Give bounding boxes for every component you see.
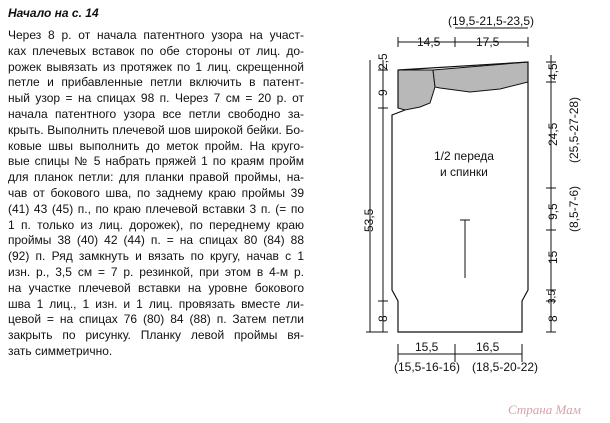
instruction-line: для планок петли: для планки правой проймы, на- xyxy=(8,170,304,185)
left-bottom-label: 8 xyxy=(376,315,390,322)
right-upper-label: 24,5 xyxy=(546,122,560,146)
bottom-left-label: 15,5 xyxy=(415,340,439,354)
instruction-line: петле и прибавленные петли включить в патент- xyxy=(8,75,304,90)
top-left-label: 14,5 xyxy=(417,35,441,49)
top-right-label: 17,5 xyxy=(476,35,500,49)
page-continuation-header: Начало на с. 14 xyxy=(8,6,99,20)
left-total-label: 53,5 xyxy=(362,208,376,232)
right-mid-label: 9,5 xyxy=(546,203,560,220)
instruction-line: закрыть по рисунку. Планку левой проймы вя- xyxy=(8,328,304,343)
instruction-line: начала патентного узора все петли свободно за- xyxy=(8,106,304,121)
right-shoulder-label: 4,5 xyxy=(546,63,560,80)
instruction-line: цевой = на спицах 76 (80) 84 (88) п. Затем петли xyxy=(8,312,304,327)
instruction-line: крыть. Выполнить плечевой шов широкой бейки. Бо- xyxy=(8,122,304,137)
instruction-line: шва 1 лиц., 1 изн. и 1 лиц. провязать вместе ли- xyxy=(8,296,304,311)
left-top-label: 2,5 xyxy=(376,53,390,70)
right-mid-alt-label: (8,5-7-6) xyxy=(567,185,581,232)
shoulder-inset-left xyxy=(398,70,435,110)
instruction-line: вые спицы № 5 набрать пряжей 1 по краям пройм xyxy=(8,154,304,169)
instruction-line: на участке плечевой вставки на уровне бокового xyxy=(8,280,304,295)
instruction-line: проймы 38 (40) 42 (44) п. = на спицах 80 (84) 88 xyxy=(8,233,304,248)
bottom-right-label: 16,5 xyxy=(476,340,500,354)
right-rib-label: 3,5 xyxy=(547,290,558,304)
instruction-line: (92) п. Ряд замкнуть и вязать по кругу, начав с 1 xyxy=(8,249,304,264)
right-upper-alt-label: (25,5-27-28) xyxy=(567,96,581,163)
piece-label-line2: и спинки xyxy=(440,165,488,179)
instruction-line: (41) 43 (45) п., по краю плечевой вставки 3 п. (= по xyxy=(8,201,304,216)
right-lower-label: 15 xyxy=(546,250,560,264)
top-total-label: (19,5-21,5-23,5) xyxy=(448,14,535,28)
instruction-line: рожек вывязать из протяжек по 1 лиц. скрещенной xyxy=(8,59,304,74)
site-watermark: Страна Мам xyxy=(508,402,581,417)
instruction-line: зать симметрично. xyxy=(8,343,113,358)
piece-label-line1: 1/2 переда xyxy=(434,149,494,163)
right-bottom-label: 8 xyxy=(546,315,560,322)
instruction-line: изн. р., 3,5 см = 7 р. резинкой, при этом в 4-м р. xyxy=(8,264,304,279)
instruction-line: чав от бокового шва, по заднему краю проймы 39 xyxy=(8,185,304,200)
instruction-line: ках плечевых вставок по обе стороны от лиц. до- xyxy=(8,43,304,58)
instruction-line: ный узор = на спицах 98 п. Через 7 см = 20 р. от xyxy=(8,91,304,106)
instruction-line: ковые швы выполнить до меток пройм. На круго- xyxy=(8,138,304,153)
bottom-left-alt-label: (15,5-16-16) xyxy=(394,360,461,374)
bottom-right-alt-label: (18,5-20-22) xyxy=(472,360,539,374)
instruction-line: Через 8 р. от начала патентного узора на участ- xyxy=(8,28,304,42)
left-armhole-label: 9 xyxy=(376,89,390,96)
instruction-line: 1 п. только из лиц. дорожек), по переднему краю xyxy=(8,217,304,232)
